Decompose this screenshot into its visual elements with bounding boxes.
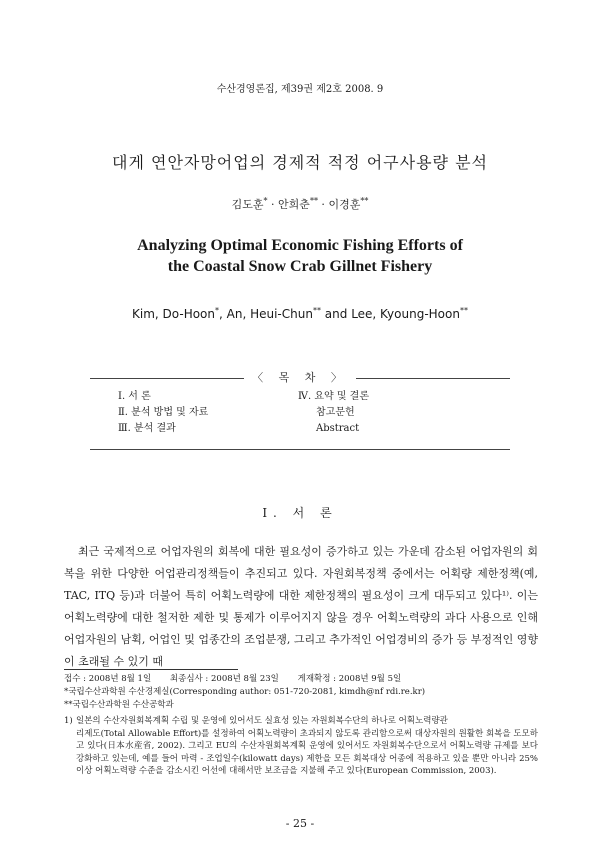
author-1-ko: 김도훈 [231, 198, 264, 211]
toc-item: Ⅱ. 분석 방법 및 자료 [118, 407, 209, 418]
author-1-ko-mark: * [263, 196, 268, 206]
journal-header: 수산경영론집, 제39권 제2호 2008. 9 [216, 84, 384, 95]
author-2-ko-mark: ** [309, 196, 318, 206]
author-sep: , [219, 307, 227, 321]
english-title-line-1: Analyzing Optimal Economic Fishing Efforts of [137, 237, 463, 254]
author-2-ko: 안희춘 [278, 198, 310, 211]
author-1-en-mark: * [215, 306, 219, 315]
footnote-number: 1) [64, 716, 73, 726]
author-3-en: Lee, Kyoung-Hoon [351, 307, 460, 321]
toc-item: Ⅰ. 서 론 [118, 391, 151, 402]
korean-title: 대게 연안자망어업의 경제적 적정 어구사용량 분석 [111, 153, 488, 172]
footnote-1-first-line: 일본의 수산자원회복계획 수립 및 운영에 있어서도 실효성 있는 자원회복수단의 하나로 어획노력량관 [76, 716, 448, 726]
body-paragraph: 최근 국제적으로 어업자원의 회복에 대한 필요성이 증가하고 있는 가운데 감소된 어업자원의 회복을 위한 다양한 어업관리정책들이 추진되고 있다. 자원회복정책 중에서는 어획량 제한정책(예, TAC, ITQ 등)과 더불어 특히 어획노력량에 대한 제한정책의 필요성이 크게 대두되고 있다¹⁾. 이는 어획노력량에 대한 철저한 제한 및 통제가 이루어지지 않을 경우 어획노력량의 과다 사용으로 인해 어업자원의 남획, 어업인 및 업종간의 조업분쟁, 그리고 추가적인 어업경비의 증가 등 부정적인 영향이 초래될 수 있기 때 [64, 545, 538, 668]
author-2-en: An, Heui-Chun [226, 307, 313, 321]
author-sep: · [267, 198, 279, 211]
author-1-en: Kim, Do-Hoon [132, 307, 215, 321]
page-number: - 25 - [285, 817, 315, 830]
korean-authors [0, 196, 600, 212]
footnote-1-continuation: 리제도(Total Allowable Effort)를 설정하여 어획노력량이 초과되지 않도록 관리함으로써 대상자원의 원활한 회복을 도모하고 있다(日本水産省, 2002). 그리고 EU의 수산자원회복계획 운영에 있어서도 자원회복수단으로서 어획노력량 규제를 보다 강화하고 있는데, 예를 들어 마력 - 조업일수(kilowatt days) 제한을 모든 회복대상 어종에 적용하고 있을 뿐만 아니라 25% 이상 어획노력량 수준을 감소시킨 어선에 대해서만 보조금을 지불해 주고 있다(European Commission, 2003). [76, 728, 538, 776]
author-3-ko: 이경훈 [328, 198, 361, 211]
english-title-line-2: the Coastal Snow Crab Gillnet Fishery [167, 258, 433, 275]
toc-right-column [298, 389, 369, 437]
author-3-ko-mark: ** [360, 196, 369, 206]
author-3-en-mark: ** [459, 306, 468, 315]
affiliation-note: **국립수산과학원 수산공학과 [64, 700, 174, 710]
toc-item: Abstract [316, 423, 360, 434]
reviewed-date: 최종심사 : 2008년 8월 23일 [169, 674, 279, 684]
author-2-en-mark: ** [312, 306, 321, 315]
toc-item: Ⅲ. 분석 결과 [118, 423, 176, 434]
toc-title [0, 369, 600, 385]
toc-title-text: 〈 목 차 〉 [244, 371, 356, 384]
corresponding-author-note: *국립수산과학원 수산경제실(Corresponding author: 051-720-2081, kimdh@nf rdi.re.kr) [64, 687, 426, 697]
author-sep: and [320, 307, 352, 321]
author-sep: · [317, 198, 329, 211]
accepted-date: 게재확정 : 2008년 9월 5일 [297, 674, 402, 684]
english-authors [0, 306, 600, 321]
body-text [64, 541, 538, 673]
toc-item: 참고문헌 [316, 407, 355, 418]
footnote-divider [64, 669, 238, 670]
received-date: 접수 : 2008년 8월 1일 [64, 674, 152, 684]
submission-dates [64, 673, 538, 686]
toc-left-column [118, 389, 208, 437]
section-heading: Ⅰ. 서 론 [262, 506, 338, 520]
toc-item: Ⅳ. 요약 및 결론 [298, 391, 370, 402]
footnote-1 [64, 715, 538, 778]
english-title [0, 235, 600, 277]
